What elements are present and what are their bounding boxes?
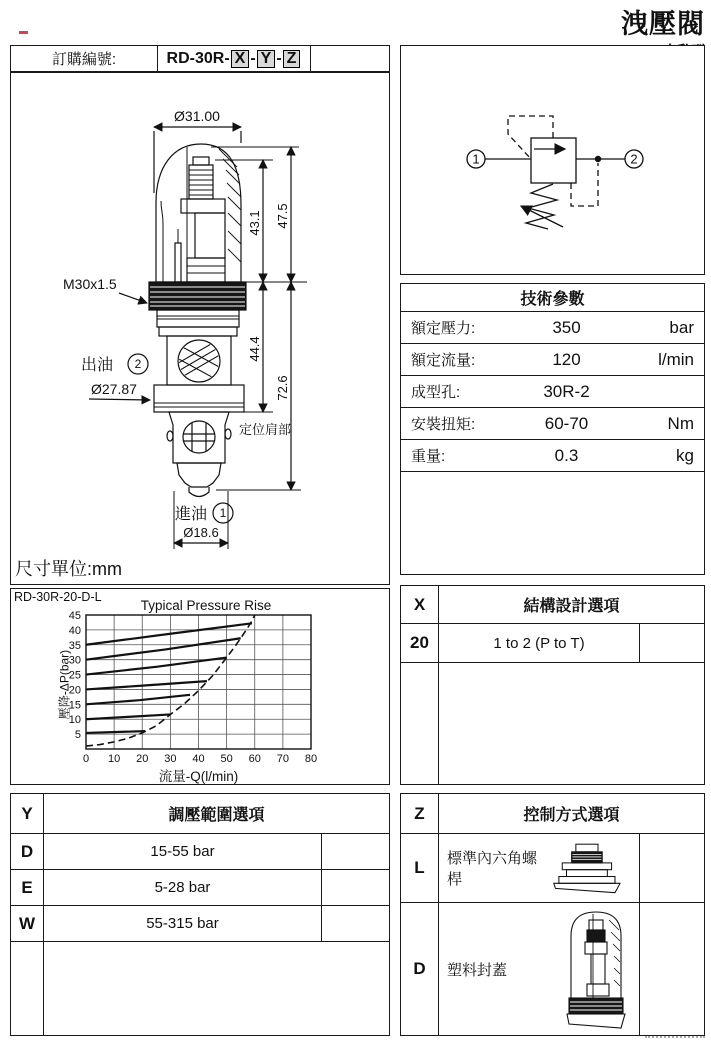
option-y-row-empty [321, 906, 389, 941]
svg-text:20: 20 [68, 684, 81, 697]
option-z-key: Z [401, 794, 439, 833]
svg-text:15: 15 [68, 699, 81, 712]
option-y-row-desc: 5-28 bar [154, 879, 211, 896]
dimension-drawing-panel [10, 72, 390, 585]
pressure-rise-chart-panel [10, 588, 390, 785]
svg-text:0: 0 [82, 753, 90, 765]
option-x-row-code: 20 [401, 624, 439, 662]
pressure-chart-svg [11, 589, 388, 783]
option-z-row-code: L [401, 834, 439, 902]
order-code-empty-cell [311, 46, 389, 71]
valve-cross-section-drawing [11, 73, 388, 583]
outlet-label: 出油 [81, 357, 114, 374]
svg-text:30: 30 [68, 654, 81, 667]
inlet-label: 進油 [175, 506, 208, 523]
option-y-row-code: E [11, 870, 44, 905]
order-code-table [10, 45, 390, 72]
dim-tip-diameter: Ø18.6 [183, 525, 219, 540]
hex-adjuster-icon [541, 837, 635, 899]
option-y-row-code: D [11, 834, 44, 869]
plastic-cap-icon [561, 906, 631, 1032]
param-label: 安裝扭矩: [411, 416, 476, 433]
inlet-port-number: 1 [219, 506, 227, 520]
chart-series-setting-35bar [86, 623, 252, 644]
chart-xlabel: 流量-Q(l/min) [158, 769, 239, 784]
svg-text:5: 5 [74, 729, 81, 742]
param-value: 0.3 [554, 445, 579, 465]
option-x-row-desc: 1 to 2 (P to T) [493, 634, 585, 652]
dim-cap-outer: 47.5 [275, 203, 290, 229]
option-z-row-empty [639, 903, 704, 1035]
param-label: 額定壓力: [411, 320, 476, 337]
option-y-row [11, 906, 389, 942]
dim-top-diameter: Ø31.00 [174, 108, 220, 124]
option-y-row-empty [321, 834, 389, 869]
option-z-row-code: D [401, 903, 439, 1035]
tech-param-row [401, 312, 704, 344]
option-x-filler [401, 663, 704, 784]
param-value: 350 [552, 317, 581, 337]
order-code-sep2: - [276, 49, 282, 67]
svg-text:40: 40 [192, 753, 205, 765]
param-label: 額定流量: [411, 352, 476, 369]
chart-series-setting-5bar [86, 731, 145, 733]
chart-series-setting-25bar [86, 658, 227, 675]
tech-param-row [401, 408, 704, 440]
order-code-label: 訂購編號: [11, 46, 158, 71]
option-y-row [11, 870, 389, 906]
svg-text:30: 30 [164, 753, 177, 765]
option-y-key: Y [11, 794, 44, 833]
thread-spec-label: M30x1.5 [63, 276, 117, 292]
param-unit: l/min [658, 349, 694, 369]
option-z-row [401, 903, 704, 1035]
option-z-table [400, 793, 705, 1036]
option-y-row-code: W [11, 906, 44, 941]
chart-corner-label: RD-30R-20-D-L [14, 590, 102, 604]
svg-text:25: 25 [68, 669, 81, 682]
relief-valve-symbol [401, 46, 703, 273]
order-code-value [158, 46, 311, 71]
option-y-filler-key-col [11, 942, 44, 1035]
unit-note: 尺寸單位:mm [15, 559, 122, 579]
dim-shoulder-diameter: Ø27.87 [91, 381, 137, 397]
svg-text:45: 45 [68, 610, 81, 622]
dim-mid: 44.4 [247, 336, 262, 362]
tech-param-row [401, 344, 704, 376]
chart-series-setting-10bar [86, 714, 170, 719]
option-x-table [400, 585, 705, 785]
option-y-table [10, 793, 390, 1036]
svg-text:70: 70 [276, 753, 289, 765]
order-code-x: X [231, 50, 250, 68]
svg-text:10: 10 [108, 753, 121, 765]
tech-params-title: 技術參數 [401, 284, 704, 312]
svg-text:20: 20 [136, 753, 149, 765]
option-y-row-desc: 15-55 bar [150, 843, 215, 860]
symbol-port2: 2 [630, 151, 638, 167]
option-z-title: 控制方式選項 [523, 807, 620, 824]
svg-text:50: 50 [220, 753, 233, 765]
option-x-row-empty [639, 624, 704, 662]
tech-param-row [401, 440, 704, 472]
option-z-row-desc: 標準內六角螺桿 [447, 850, 538, 888]
hydraulic-symbol-panel [400, 45, 705, 275]
dim-total: 72.6 [275, 375, 290, 401]
option-y-row-desc: 55-315 bar [146, 915, 219, 932]
option-x-title: 結構設計選項 [523, 598, 620, 615]
option-z-header [401, 794, 704, 834]
param-value: 30R-2 [543, 381, 590, 401]
symbol-port1: 1 [472, 151, 480, 167]
svg-text:35: 35 [68, 639, 81, 652]
chart-title: Typical Pressure Rise [140, 598, 272, 613]
outlet-port-number: 2 [134, 357, 142, 371]
option-z-row-desc: 塑料封蓋 [447, 961, 508, 979]
order-code-prefix: RD-30R- [166, 49, 230, 67]
param-unit: kg [676, 445, 694, 465]
order-code-sep1: - [250, 49, 256, 67]
option-x-header [401, 586, 704, 624]
option-y-row [11, 834, 389, 870]
dim-cap-inner: 43.1 [247, 210, 262, 236]
option-z-row-desc-cell [439, 903, 639, 1035]
svg-text:80: 80 [304, 753, 318, 765]
param-label: 成型孔: [411, 384, 461, 401]
chart-ylabel: 壓降-ΔP(bar) [57, 649, 72, 720]
param-value: 120 [552, 349, 581, 369]
svg-text:40: 40 [68, 624, 81, 637]
chart-series-setting-20bar [86, 681, 207, 689]
tech-params-panel [400, 283, 705, 575]
tech-param-row [401, 376, 704, 408]
svg-text:10: 10 [68, 714, 81, 727]
param-label: 重量: [411, 448, 446, 465]
order-code-z: Z [283, 50, 301, 68]
option-z-row [401, 834, 704, 903]
shoulder-label: 定位肩部 [239, 422, 292, 437]
option-z-row-desc-cell [439, 834, 639, 902]
option-y-header [11, 794, 389, 834]
corner-artifact [645, 1036, 705, 1038]
option-y-row-empty [321, 870, 389, 905]
param-unit: Nm [667, 413, 694, 433]
svg-text:60: 60 [248, 753, 261, 765]
param-value: 60-70 [544, 413, 589, 433]
chart-series-setting-15bar [86, 695, 190, 705]
option-x-filler-key-col [401, 663, 439, 784]
order-code-y: Y [257, 50, 276, 68]
option-y-title: 調壓範圍選項 [168, 807, 265, 824]
option-z-row-empty [639, 834, 704, 902]
option-x-row [401, 624, 704, 663]
option-y-filler [11, 942, 389, 1035]
option-x-key: X [401, 586, 439, 623]
param-unit: bar [669, 317, 694, 337]
page-title: 洩壓閥 [621, 9, 705, 39]
red-mark-artifact [19, 31, 28, 34]
